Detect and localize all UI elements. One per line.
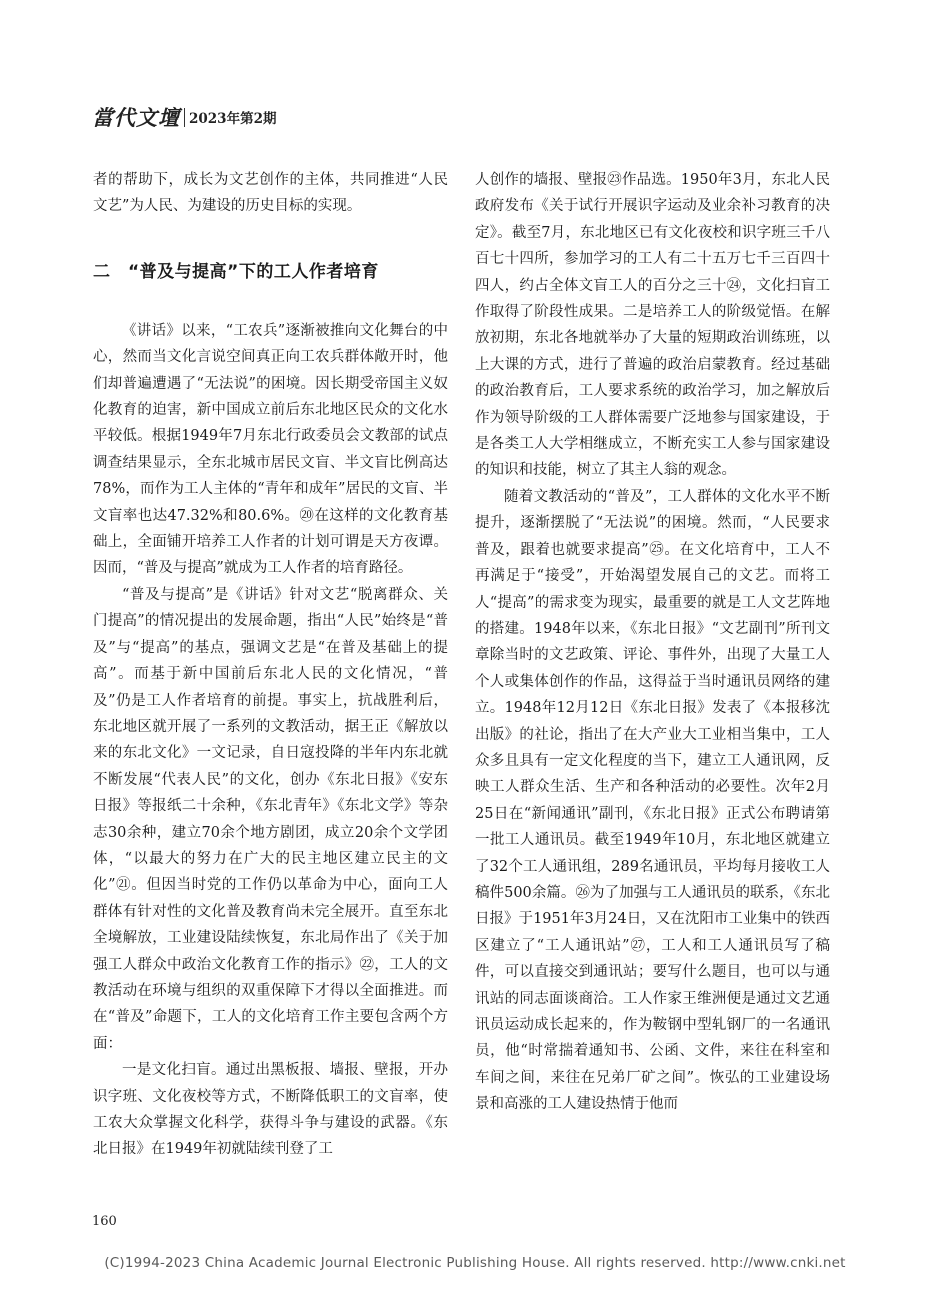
paragraph-continuation: 者的帮助下，成长为文艺创作的主体，共同推进“人民文艺”为人民、为建设的历史目标的实现。 (93, 172, 448, 215)
paragraph: 《讲话》以来，“工农兵”逐渐被推向文化舞台的中心，然而当文化言说空间真正向工农兵群体敞开时，他们却普遍遭遇了“无法说”的困境。因长期受帝国主义奴化教育的迫害，新中国成立前后东北地区民众的文化水平较低。根据1949年7月东北行政委员会文教部的试点调查结果显示，全东北城市居民文盲、半文盲比例高达78%，而作为工人主体的“青年和成年”居民的文盲、半文盲率也达47.32%和80.6%。⑳在这样的文化教育基础上，全面铺开培养工人作者的计划可谓是天方夜谭。因而，“普及与提高”就成为工人作者的培育路径。 (93, 322, 448, 577)
running-header (92, 103, 276, 131)
right-column (475, 167, 830, 1118)
left-column (93, 167, 448, 1163)
paragraph: 随着文教活动的“普及”，工人群体的文化水平不断提升，逐渐摆脱了“无法说”的困境。然而，“人民要求普及，跟着也就要求提高”㉕。在文化培育中，工人不再满足于“接受”，开始渴望发展自己的文艺。而将工人“提高”的需求变为现实，最重要的就是工人文艺阵地的搭建。1948年以来，《东北日报》“文艺副刊”所刊文章除当时的文艺政策、评论、事件外，出现了大量工人个人或集体创作的作品，这得益于当时通讯员网络的建立。1948年12月12日《东北日报》发表了《本报移沈出版》的社论，指出了在大产业大工业相当集中，工人众多且具有一定文化程度的当下，建立工人通讯网，反映工人群众生活、生产和各种活动的必要性。次年2月25日在“新闻通讯”副刊，《东北日报》正式公布聘请第一批工人通讯员。截至1949年10月，东北地区就建立了32个工人通讯组，289名通讯员，平均每月接收工人稿件500余篇。㉖为了加强与工人通讯员的联系，《东北日报》于1951年3月24日，又在沈阳市工业集中的铁西区建立了“工人通讯站”㉗，工人和工人通讯员写了稿件，可以直接交到通讯站；要写什么题目，也可以与通讯站的同志面谈商洽。工人作家王维洲便是通过文艺通讯员运动成长起来的，作为鞍钢中型轧钢厂的一名通讯员，他“时常揣着通知书、公函、文件，来往在科室和车间之间，来往在兄弟厂矿之间”。恢弘的工业建设场景和高涨的工人建设热情于他而 (475, 488, 830, 1113)
paragraph-continuation: 人创作的墙报、壁报㉓作品选。1950年3月，东北人民政府发布《关于试行开展识字运动及业余补习教育的决定》。截至7月，东北地区已有文化夜校和识字班三千八百七十四所，参加学习的工人有二十五万七千三百四十四人，约占全体文盲工人的百分之三十㉔，文化扫盲工作取得了阶段性成果。二是培养工人的阶级觉悟。在解放初期，东北各地就举办了大量的短期政治训练班，以上大课的方式，进行了普遍的政治启蒙教育。经过基础的政治教育后，工人要求系统的政治学习，加之解放后作为领导阶级的工人群体需要广泛地参与国家建设，于是各类工人大学相继成立，不断充实工人参与国家建设的知识和技能，树立了其主人翁的观念。 (475, 172, 830, 479)
journal-logo: 當代文壇 (92, 105, 180, 130)
issue-label: 2023年第2期 (189, 111, 277, 127)
page-number: 160 (92, 1214, 117, 1229)
header-divider (184, 108, 185, 127)
paragraph: 一是文化扫盲。通过出黑板报、墙报、壁报，开办识字班、文化夜校等方式，不断降低职工的文盲率，使工农大众掌握文化科学，获得斗争与建设的武器。《东北日报》在1949年初就陆续刊登了工 (93, 1062, 448, 1158)
copyright-footer: (C)1994-2023 China Academic Journal Electronic Publishing House. All rights reserved. http://www.cnki.net (104, 1255, 846, 1271)
paragraph: “普及与提高”是《讲话》针对文艺“脱离群众、关门提高”的情况提出的发展命题，指出“人民”始终是“普及”与“提高”的基点，强调文艺是“在普及基础上的提高”。而基于新中国前后东北人民的文化情况，“普及”仍是工人作者培育的前提。事实上，抗战胜利后，东北地区就开展了一系列的文教活动，据王正《解放以来的东北文化》一文记录，自日寇投降的半年内东北就不断发展“代表人民”的文化，创办《东北日报》《安东日报》等报纸二十余种，《东北青年》《东北文学》等杂志30余种，建立70余个地方剧团，成立20余个文学团体，“以最大的努力在广大的民主地区建立民主的文化”㉑。但因当时党的工作仍以革命为中心，面向工人群体有针对性的文化普及教育尚未完全展开。直至东北全境解放，工业建设陆续恢复，东北局作出了《关于加强工人群众中政治文化教育工作的指示》㉒，工人的文教活动在环境与组织的双重保障下才得以全面推进。而在“普及”命题下，工人的文化培育工作主要包含两个方面： (93, 586, 448, 1052)
section-title: 二 “普及与提高”下的工人作者培育 (93, 261, 379, 282)
